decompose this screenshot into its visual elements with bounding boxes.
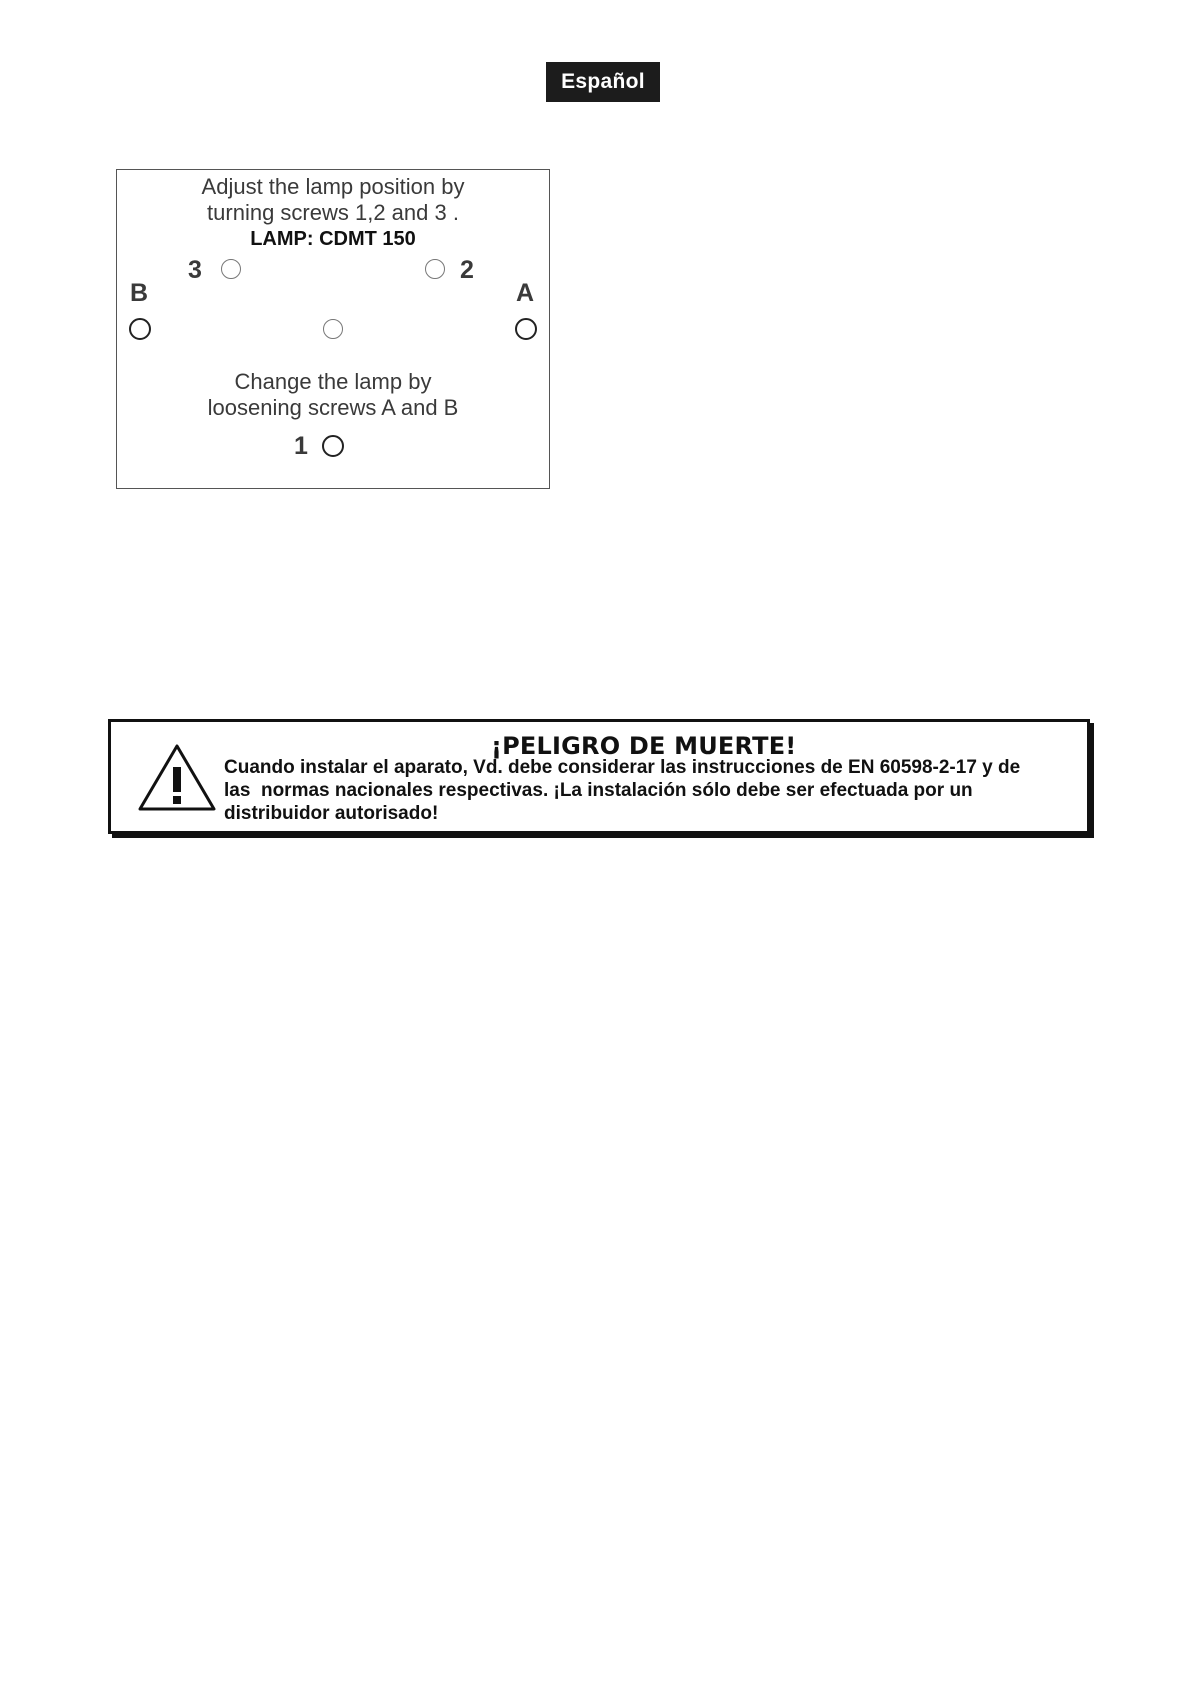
screw-label-b: B — [130, 279, 149, 307]
change-instruction — [117, 369, 549, 421]
warning-triangle-icon — [137, 743, 217, 813]
adjust-line-1: Adjust the lamp position by — [201, 174, 465, 199]
screw-label-1: 1 — [294, 432, 308, 460]
screw-2-hole — [425, 259, 445, 279]
warning-line-1: Cuando instalar el aparato, Vd. debe considerar las instrucciones de EN 60598-2-17 y de — [224, 757, 1021, 778]
screw-a-hole — [515, 318, 537, 340]
warning-title: ¡PELIGRO DE MUERTE! — [491, 732, 797, 760]
center-hole — [323, 319, 343, 339]
change-line-1: Change the lamp by — [234, 369, 432, 394]
change-line-2: loosening screws A and B — [207, 395, 459, 420]
warning-text — [224, 756, 1084, 825]
adjust-line-2: turning screws 1,2 and 3 . — [207, 200, 459, 225]
lamp-adjustment-diagram — [116, 169, 550, 489]
screw-label-2: 2 — [460, 256, 474, 284]
warning-line-2: las normas nacionales respectivas. ¡La instalación sólo debe ser efectuada por un — [224, 780, 973, 801]
screw-b-hole — [129, 318, 151, 340]
language-badge: Español — [546, 62, 660, 102]
lamp-model-label: LAMP: CDMT 150 — [250, 228, 416, 250]
danger-warning-box — [108, 719, 1090, 834]
screw-1-hole — [322, 435, 344, 457]
warning-line-3: distribuidor autorisado! — [224, 803, 439, 824]
screw-3-hole — [221, 259, 241, 279]
screw-label-a: A — [516, 279, 535, 307]
screw-label-3: 3 — [188, 256, 202, 284]
adjust-instruction — [117, 174, 549, 226]
